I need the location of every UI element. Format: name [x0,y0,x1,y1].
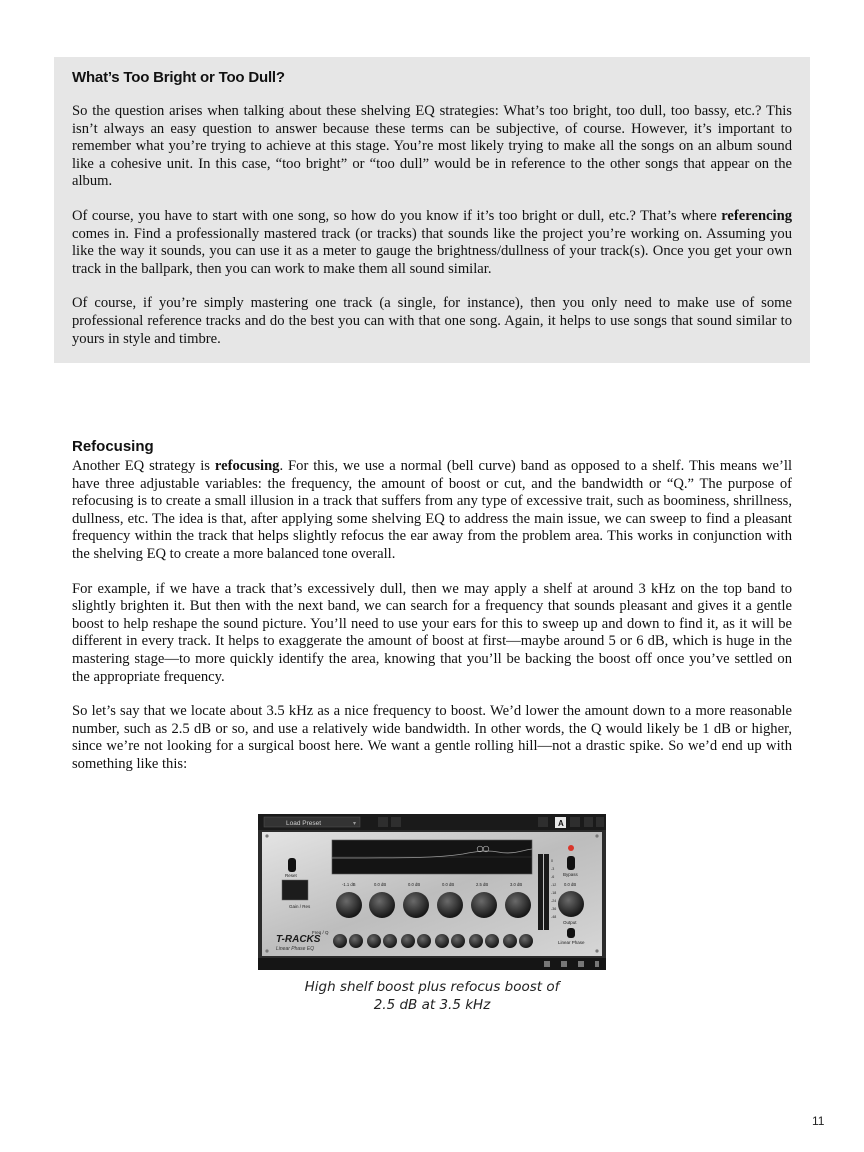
band-1-q-knob[interactable] [349,934,363,948]
section-paragraph-1 [72,458,792,564]
sidebar-title: What’s Too Bright or Too Dull? [72,69,285,86]
more-icon[interactable] [595,961,599,967]
section-paragraph-3: So let’s say that we locate about 3.5 kHz as a nice frequency to boost. We’d lower the amount down to a more reasonable number, such as 2.5 dB or so, and use a relatively wide bandwidth. In other words, the Q would likely be 1 dB or higher, since we’re not looking for a surgical boost here. We want a gentle rolling hill—not a drastic spike. So we’d end up with something like this: [72,703,792,772]
band-3-q-knob[interactable] [417,934,431,948]
band-5-gain-knob[interactable] [471,892,497,918]
band-5-gain: 2.5 dB [476,882,489,887]
section-title: Refocusing [72,438,154,455]
caption-line-1: High shelf boost plus refocus boost of [304,979,560,995]
band-2-freq-knob[interactable] [367,934,381,948]
meter-tick: -48 [551,915,557,919]
screw-icon [595,949,598,952]
band-4-q-knob[interactable] [451,934,465,948]
section-paragraph-1-end: . For this, we use a normal (bell curve) band as opposed to a shelf. This means we’ll have three adjustable variables: the frequency, the amount of boost or cut, and the bandwidth or “Q.” The purpose of refocusing is to create a small illusion in a track that suffers from any type of excessive trait, such as boominess, shrillness, dullness, etc. The idea is that, after applying some shelving EQ to address the main issue, we can sweep to find a pleasant frequency within the track that helps slightly refocus the ear away from the problem area. This works in conjunction with the shelving EQ to create a more balanced tone overall. [72,458,792,562]
band-6-freq-knob[interactable] [503,934,517,948]
output-knob[interactable] [558,891,584,917]
meter-tick: -12 [551,883,557,887]
menu-icon[interactable] [596,817,604,827]
band-4-gain-knob[interactable] [437,892,463,918]
band-3-gain-knob[interactable] [403,892,429,918]
band-4-gain: 0.0 dB [442,882,455,887]
sidebar-paragraph-1: So the question arises when talking about these shelving EQ strategies: What’s too bright, too dull, too bassy, etc.? This isn’t always an easy question to answer because these terms can be subjective, of course. However, it’s important to remember what you’re trying to achieve at this stage. You’re most likely trying to make all the songs on an album sound like a cohesive unit. In this case, “too bright” or “too dull” would be in reference to the other songs that appear on the album. [72,103,792,190]
screw-icon [265,834,268,837]
plugin-bottom-bar [258,958,606,970]
section-paragraph-1-start: Another EQ strategy is [72,458,215,474]
band-5-q-knob[interactable] [485,934,499,948]
mode-buttons[interactable] [282,880,308,900]
band-2-q-knob[interactable] [383,934,397,948]
sidebar-paragraph-2 [72,208,792,278]
cart-icon[interactable] [544,961,550,967]
band-3-freq-knob[interactable] [401,934,415,948]
band-3-gain: 0.0 dB [408,882,421,887]
output-label: Output [563,920,577,925]
undo-icon[interactable] [378,817,388,827]
bypass-switch[interactable] [567,856,575,870]
eq-plugin-screenshot [258,814,606,970]
page-number: 11 [812,1114,825,1128]
ab-label: A [558,819,564,828]
eq-plugin-figure [258,814,606,970]
band-4-freq-knob[interactable] [435,934,449,948]
meter-tick: -3 [551,867,555,871]
output-meter-left [538,854,543,930]
screw-icon [595,834,598,837]
band-6-q-knob[interactable] [519,934,533,948]
figure-caption [258,978,606,1014]
output-value: 0.0 dB [564,882,577,887]
bypass-led-icon [568,845,574,851]
sidebar-box [54,57,810,363]
band-2-gain-knob[interactable] [369,892,395,918]
band-5-freq-knob[interactable] [469,934,483,948]
screw-icon [265,949,268,952]
freq-q-label: Freq / Q [312,930,329,935]
band-2-gain: 0.0 dB [374,882,387,887]
linear-phase-switch[interactable] [567,928,575,938]
band-1-freq-knob[interactable] [333,934,347,948]
band-1-gain-knob[interactable] [336,892,362,918]
band-6-gain: 3.0 dB [510,882,523,887]
chevron-down-icon: ▾ [353,820,357,827]
help-icon[interactable] [578,961,584,967]
output-meter-right [544,854,549,930]
caption-line-2: 2.5 dB at 3.5 kHz [373,997,491,1013]
model-name: Linear Phase EQ [276,946,315,952]
copy-icon[interactable] [538,817,548,827]
section-paragraph-2: For example, if we have a track that’s excessively dull, then we may apply a shelf at around 3 kHz on the top band to slightly brighten it. But then with the next band, we can search for a frequency that sounds pleasant and gives it a gentle boost to help reshape the sound picture. You’ll need to use your ears for this to sweep up and down to find it, as it will be different in every track. It helps to exaggerate the amount of boost at first—maybe around 5 or 6 dB, which is huge in the mastering stage—to more quickly identify the area, knowing that you’ll be backing the boost off once you’ve settled on the appropriate frequency. [72,580,792,685]
band-1-gain: -1.1 dB [342,882,356,887]
sidebar-paragraph-2-end: comes in. Find a professionally mastered track (or tracks) that sounds like the project you’re working on. Assuming you like the way it sounds, you can use it as a meter to gauge the brightness/dullness of your track(s). Once you get your own track in the ballpark, then you can work to make them all sound similar. [72,225,792,277]
linear-phase-label: Linear Phase [558,940,585,945]
meter-tick: -6 [551,875,555,879]
meter-tick: -36 [551,907,557,911]
term-refocusing: refocusing [214,458,280,474]
meter-tick: -24 [551,899,557,903]
bypass-label: Bypass [563,872,578,877]
meter-tick: -18 [551,891,557,895]
redo-icon[interactable] [391,817,401,827]
brand-logo: T-RACKS [276,934,321,945]
refocusing-section [72,438,792,774]
band-6-gain-knob[interactable] [505,892,531,918]
lock-icon[interactable] [561,961,567,967]
preset-label: Load Preset [286,820,322,827]
b-button[interactable] [570,817,580,827]
sidebar-paragraph-3: Of course, if you’re simply mastering one track (a single, for instance), then you only need to make use of some professional reference tracks and do the best you can with that one song. Again, it helps to use songs that sound similar to yours in style and timbre. [72,295,792,347]
sidebar-paragraph-2-start: Of course, you have to start with one song, so how do you know if it’s too bright or dull, etc.? That’s where [72,207,722,224]
reset-label: Reset [285,873,297,878]
gain-res-label: Gain / Res [289,904,311,909]
term-referencing: referencing [721,207,792,224]
help-icon[interactable] [584,817,593,827]
meter-tick: 0 [551,859,553,863]
reset-switch[interactable] [288,858,296,872]
